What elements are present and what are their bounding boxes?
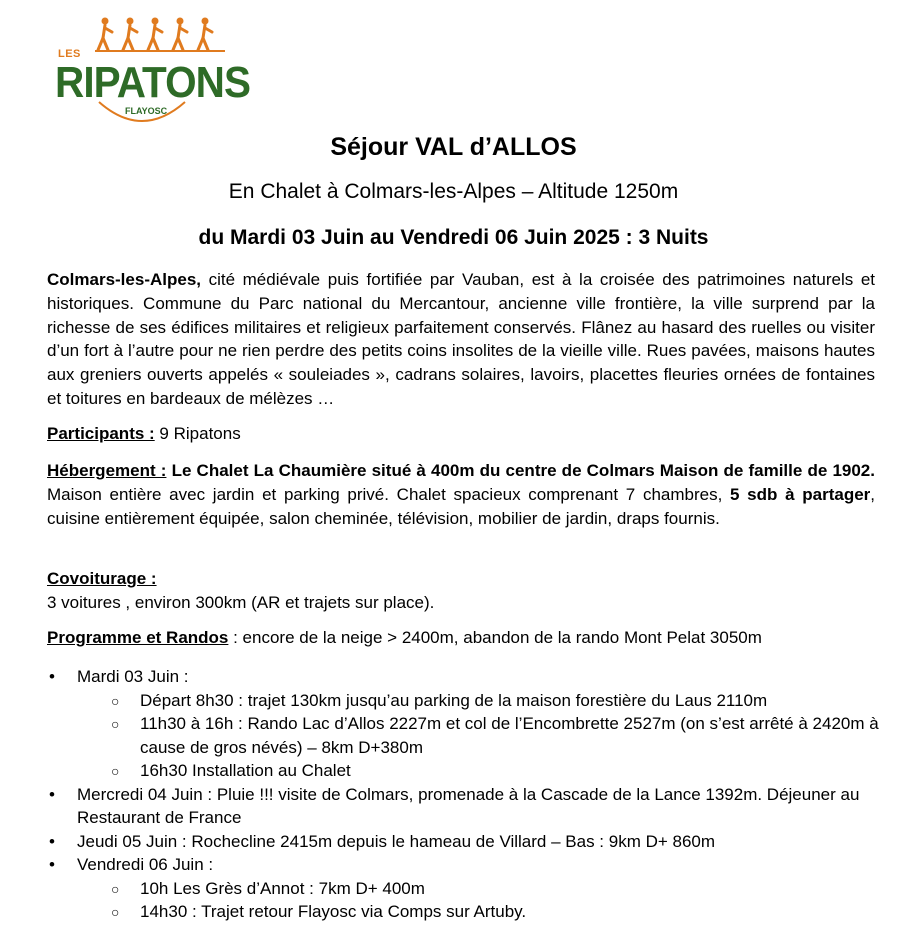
- list-item: [47, 712, 887, 759]
- bullet-icon: •: [49, 831, 55, 851]
- participants-value: 9 Ripatons: [154, 424, 241, 443]
- logo-les: LES: [58, 48, 81, 60]
- intro-bold: Colmars-les-Alpes,: [47, 270, 201, 289]
- hikers-icon: [95, 16, 225, 52]
- list-item: [47, 759, 887, 783]
- hebergement-section: [47, 459, 875, 530]
- sub-item-text: Départ 8h30 : trajet 130km jusqu’au parking de la maison forestière du Laus 2110m: [140, 690, 768, 710]
- ripatons-logo: [55, 14, 251, 130]
- sub-item-text: 11h30 à 16h : Rando Lac d’Allos 2227m et col de l’Encombrette 2527m (on s’est arrêté à 2420m à cause de gros névés) – 8km D+380m: [140, 714, 879, 757]
- logo-subtitle: FLAYOSC: [125, 106, 168, 116]
- hebergement-label: Hébergement :: [47, 461, 167, 480]
- sub-item-text: 14h30 : Trajet retour Flayosc via Comps sur Artuby.: [140, 902, 527, 921]
- circle-bullet-icon: ○: [111, 880, 120, 897]
- list-item: [47, 665, 887, 689]
- circle-bullet-icon: ○: [111, 904, 120, 920]
- list-item: [47, 689, 887, 713]
- covoiturage-section: [47, 567, 875, 615]
- list-item: [47, 900, 887, 924]
- trip-dates: du Mardi 03 Juin au Vendredi 06 Juin 2025 : 3 Nuits: [198, 226, 709, 249]
- participants-label: Participants :: [47, 424, 155, 443]
- day-label: Jeudi 05 Juin : Rochecline 2415m depuis le hameau de Villard – Bas : 9km D+ 860m: [77, 831, 716, 851]
- hebergement-bold1: Le Chalet La Chaumière situé à 400m du centre de Colmars Maison de famille de 1902.: [166, 461, 875, 480]
- day-label: Mardi 03 Juin :: [77, 667, 189, 686]
- sub-item-text: 10h Les Grès d’Annot : 7km D+ 400m: [140, 878, 425, 898]
- intro-text: cité médiévale puis fortifiée par Vauban, est à la croisée des patrimoines naturels et historiques. Commune du Parc national du Mercantour, ancienne ville frontière, la ville surprend par la richesse de ses édifices militaires et religieux parfaitement conservés. Flânez au hasard des ruelles ou visiter d’un fort à l’autre pour ne rien perdre des petits coins insolites de la vieille ville. Rues pavées, maisons hautes aux greniers ouverts appelés « souleiades », cadrans solaires, lavoirs, placettes fleuries ornées de fontaines et toitures en bardeaux de mélèzes …: [47, 270, 875, 408]
- circle-bullet-icon: ○: [111, 716, 120, 732]
- hebergement-bold2: 5 sdb à partager: [730, 484, 871, 504]
- covoiturage-label: Covoiturage :: [47, 569, 157, 588]
- sub-item-text: 16h30 Installation au Chalet: [140, 761, 351, 780]
- circle-bullet-icon: ○: [111, 763, 120, 779]
- day-label: Vendredi 06 Juin :: [77, 855, 214, 874]
- logo-wordmark: RIPATONS: [55, 58, 251, 107]
- circle-bullet-icon: ○: [111, 692, 120, 709]
- programme-label: Programme et Randos: [47, 628, 229, 647]
- list-item: [47, 853, 887, 877]
- covoiturage-value: 3 voitures , environ 300km (AR et trajets sur place).: [47, 592, 435, 612]
- list-item: [47, 877, 887, 901]
- page-title: Séjour VAL d’ALLOS: [330, 133, 577, 161]
- list-item: [47, 783, 887, 830]
- intro-paragraph: [47, 268, 875, 411]
- hebergement-text2: , cuisine entièrement équipée, salon cheminée, télévision, mobilier de jardin, draps fournis.: [47, 484, 876, 528]
- bullet-icon: •: [49, 855, 55, 874]
- hebergement-text1: Maison entière avec jardin et parking privé. Chalet spacieux comprenant 7 chambres,: [47, 484, 731, 504]
- participants-section: [47, 422, 875, 446]
- bullet-icon: •: [49, 784, 55, 804]
- programme-text: : encore de la neige > 2400m, abandon de la rando Mont Pelat 3050m: [228, 628, 762, 647]
- list-item: [47, 830, 887, 854]
- bullet-icon: •: [49, 667, 55, 686]
- programme-section: [47, 626, 897, 650]
- day-label: Mercredi 04 Juin : Pluie !!! visite de Colmars, promenade à la Cascade de la Lance 1392m. Déjeuner au Restaurant de France: [77, 784, 860, 827]
- page-subtitle: En Chalet à Colmars-les-Alpes – Altitude 1250m: [228, 180, 679, 203]
- programme-list: [47, 665, 887, 924]
